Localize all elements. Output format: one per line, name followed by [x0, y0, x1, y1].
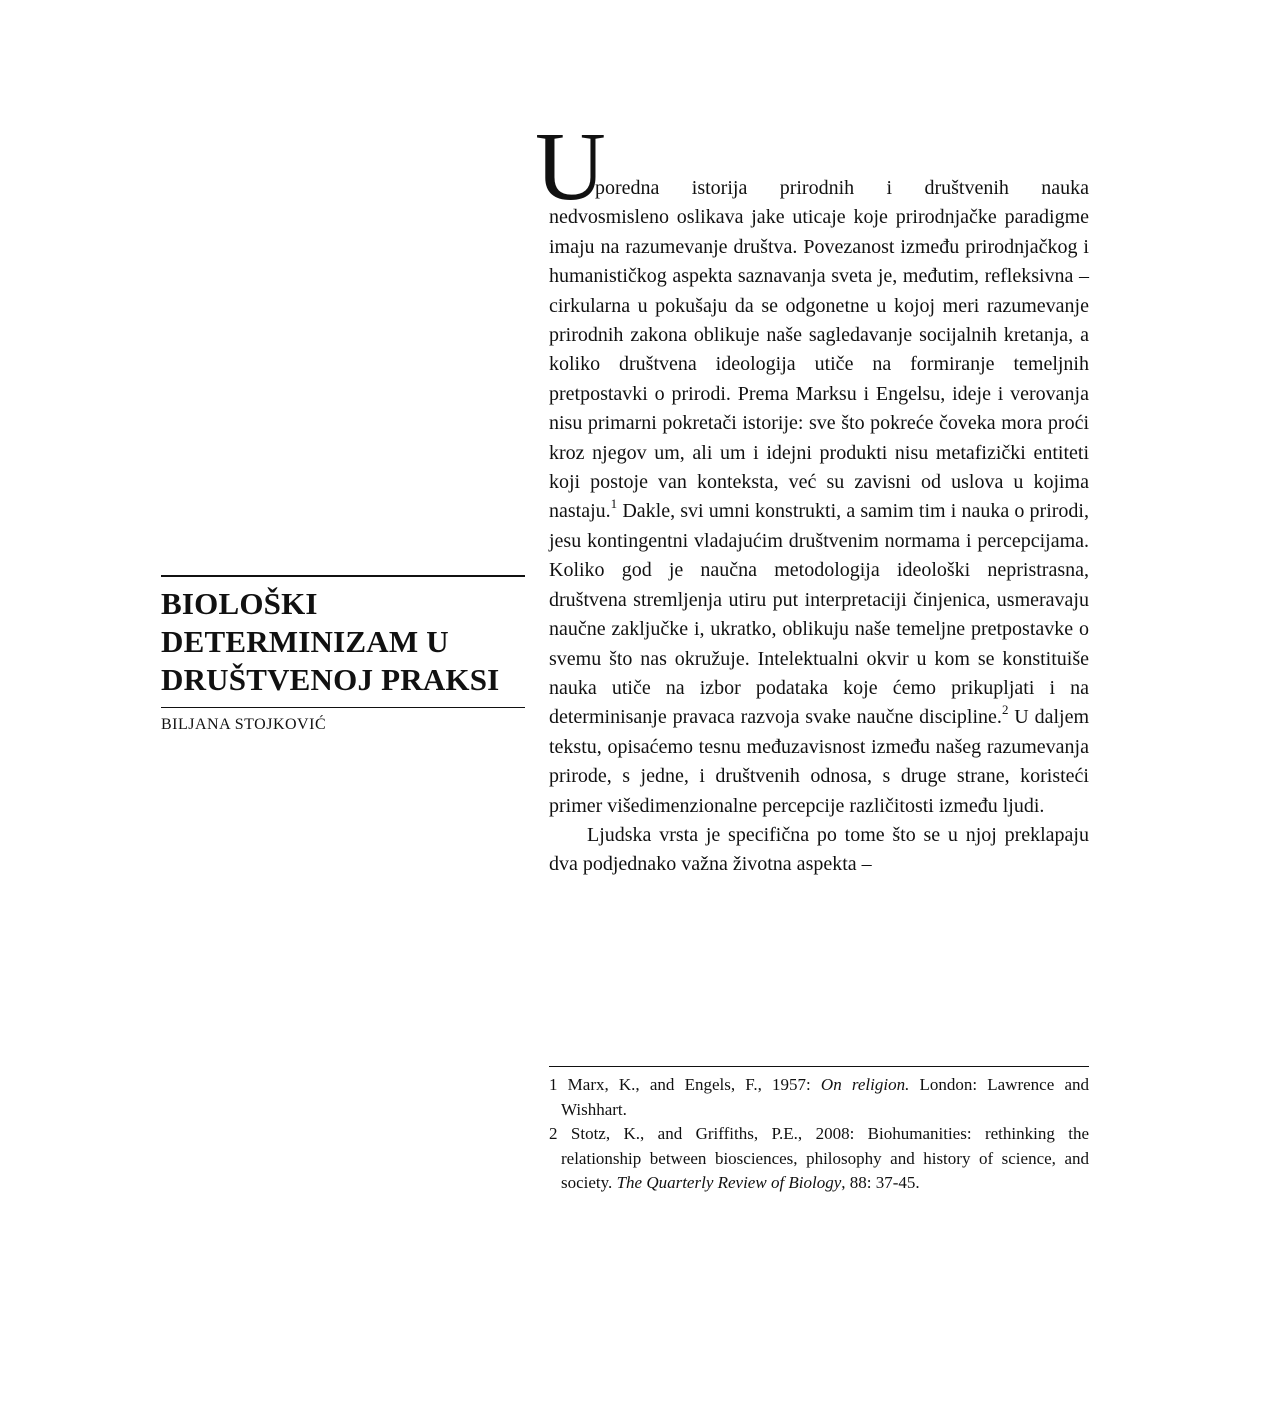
footnote-1-work-title: On religion.	[820, 1075, 910, 1094]
footnote-1	[549, 1073, 1089, 1122]
footnote-1-text-b: London: Lawrence and Wishhart.	[561, 1075, 1089, 1119]
paragraph-1-text-c: U daljem tekstu, opisaćemo tesnu međuzavisnost između našeg razumevanja prirode, s jedne, i društvenih odnosa, s druge strane, koristeći primer višedimenzionalne percepcije različitosti između ljudi.	[549, 706, 1090, 817]
drop-cap: U	[535, 113, 606, 221]
title-line-1: BIOLOŠKI	[161, 586, 318, 621]
body-text-column	[535, 113, 1090, 880]
footnote-ref-1[interactable]: 1	[610, 495, 618, 511]
paragraph-1-first-line: poredna istorija prirodnih i društvenih nauka	[595, 177, 1089, 199]
paragraph-1-text-b: Dakle, svi umni konstrukti, a samim tim i nauka o prirodi, jesu kontingentni vladajućim društvenim normama i percepcijama. Koliko god je naučna metodologija ideološki nepristrasna, društvena stremljenja utiru put interpretaciji činjenica, usmeravaju naučne zaključke i, ukratko, oblikuju naše temeljne pretpostavke o svemu što nas okružuje. Intelektualni okvir u kom se konstituiše nauka utiče na izbor podataka koje ćemo prikupljati i na determinisanje pravaca razvoja svake naučne discipline.	[549, 500, 1089, 729]
title-bottom-rule	[161, 707, 525, 708]
footnote-2-text-b: , 88: 37-45.	[841, 1173, 920, 1192]
footnote-1-number: 1	[549, 1075, 558, 1094]
footnote-2	[549, 1122, 1089, 1196]
paragraph-2: Ljudska vrsta je specifična po tome što se u njoj preklapaju dva podjednako važna životna aspekta –	[549, 823, 1089, 876]
footnote-rule	[549, 1066, 1089, 1067]
paragraph-1	[535, 113, 1090, 821]
article-title-block	[161, 575, 525, 734]
footnotes	[549, 1073, 1089, 1196]
footnote-ref-2[interactable]: 2	[1001, 701, 1009, 717]
author-name: BILJANA STOJKOVIĆ	[161, 716, 327, 733]
title-top-rule	[161, 575, 525, 577]
footnote-2-number: 2	[549, 1124, 558, 1143]
article-title	[161, 585, 525, 699]
footnote-2-journal-title: The Quarterly Review of Biology	[616, 1173, 842, 1192]
title-line-3: DRUŠTVENOJ PRAKSI	[161, 662, 500, 697]
paragraph-1-text-a: nedvosmisleno oslikava jake uticaje koje prirodnjačke paradigme imaju na razumevanje društva. Povezanost između prirodnjačkog i humanističkog aspekta saznavanja sveta je, međutim, refleksivna – cirkularna u pokušaju da se odgonetne u kojoj meri razumevanje prirodnih zakona oblikuje naše sagledavanje socijalnih kretanja, a koliko društvena ideologija utiče na formiranje temeljnih pretpostavki o prirodi. Prema Marksu i Engelsu, ideje i verovanja nisu primarni pokretači istorije: sve što pokreće čoveka mora proći kroz njegov um, ali um i idejni produkti nisu metafizički entiteti koji postoje van konteksta, već su zavisni od uslova u kojima nastaju.	[549, 206, 1089, 523]
footnote-2-text-a: Stotz, K., and Griffiths, P.E., 2008: Biohumanities: rethinking the relationship between biosciences, philosophy and history of science, and society.	[557, 1124, 1089, 1192]
title-line-2: DETERMINIZAM U	[161, 624, 449, 659]
footnote-1-text-a: Marx, K., and Engels, F., 1957:	[557, 1075, 821, 1094]
